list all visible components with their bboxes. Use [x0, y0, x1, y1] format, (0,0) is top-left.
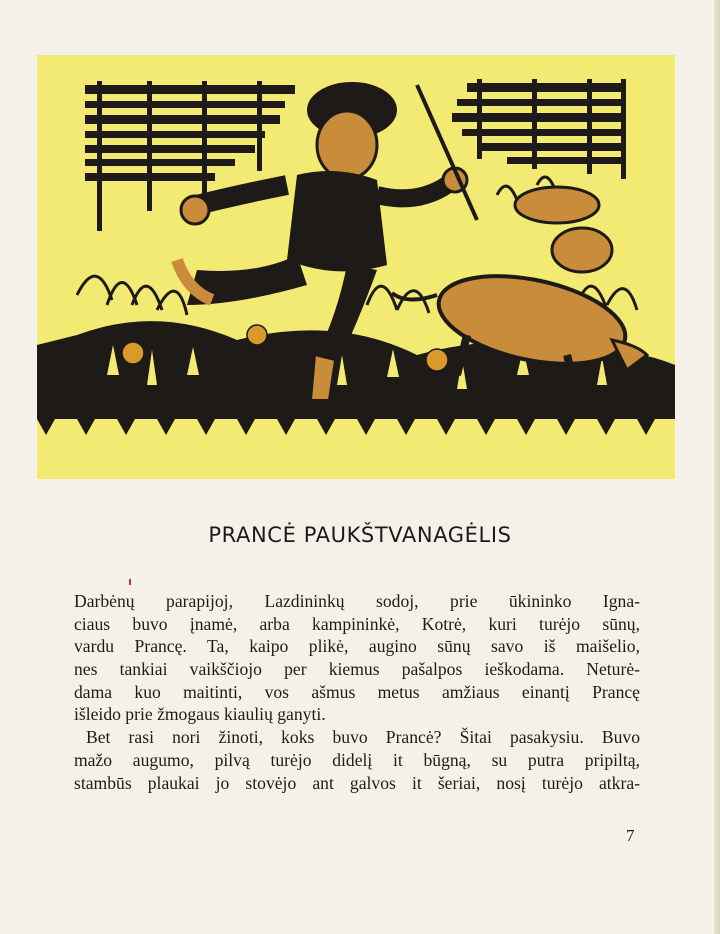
- text-line: nes tankiai vaikščiojo per kiemus pašalpos ieškodama. Neturė-: [74, 659, 640, 680]
- paragraph-1: [74, 590, 640, 726]
- paragraph-2: [74, 726, 640, 794]
- woodcut-illustration: [37, 55, 675, 479]
- text-line: Darbėnų parapijoj, Lazdininkų sodoj, prie ūkininko Igna-: [74, 591, 640, 611]
- text-line: išleido prie žmogaus kiaulių ganyti.: [74, 704, 326, 725]
- margin-mark: [129, 579, 131, 585]
- text-line: Bet rasi nori žinoti, koks buvo Prancė? Šitai pasakysiu. Buvo: [86, 727, 640, 748]
- text-line: dama kuo maitinti, vos ašmus metus amžiaus einantį Prancę: [74, 681, 640, 702]
- text-line: mažo augumo, pilvą turėjo didelį it būgną, su putra pripiltą,: [74, 749, 640, 770]
- text-line: vardu Prancę. Ta, kaipo plikė, augino sūnų savo iš maišelio,: [74, 636, 640, 657]
- page-edge: [714, 0, 720, 934]
- text-line: ciaus buvo įnamė, arba kampininkė, Kotrė, kuri turėjo sūnų,: [74, 613, 640, 634]
- text-line: stambūs plaukai jo stovėjo ant galvos it šeriai, nosį turėjo atkra-: [74, 772, 640, 793]
- story-body: [74, 590, 640, 794]
- page-number: 7: [626, 826, 635, 845]
- story-title: PRANCĖ PAUKŠTVANAGĖLIS: [208, 523, 512, 547]
